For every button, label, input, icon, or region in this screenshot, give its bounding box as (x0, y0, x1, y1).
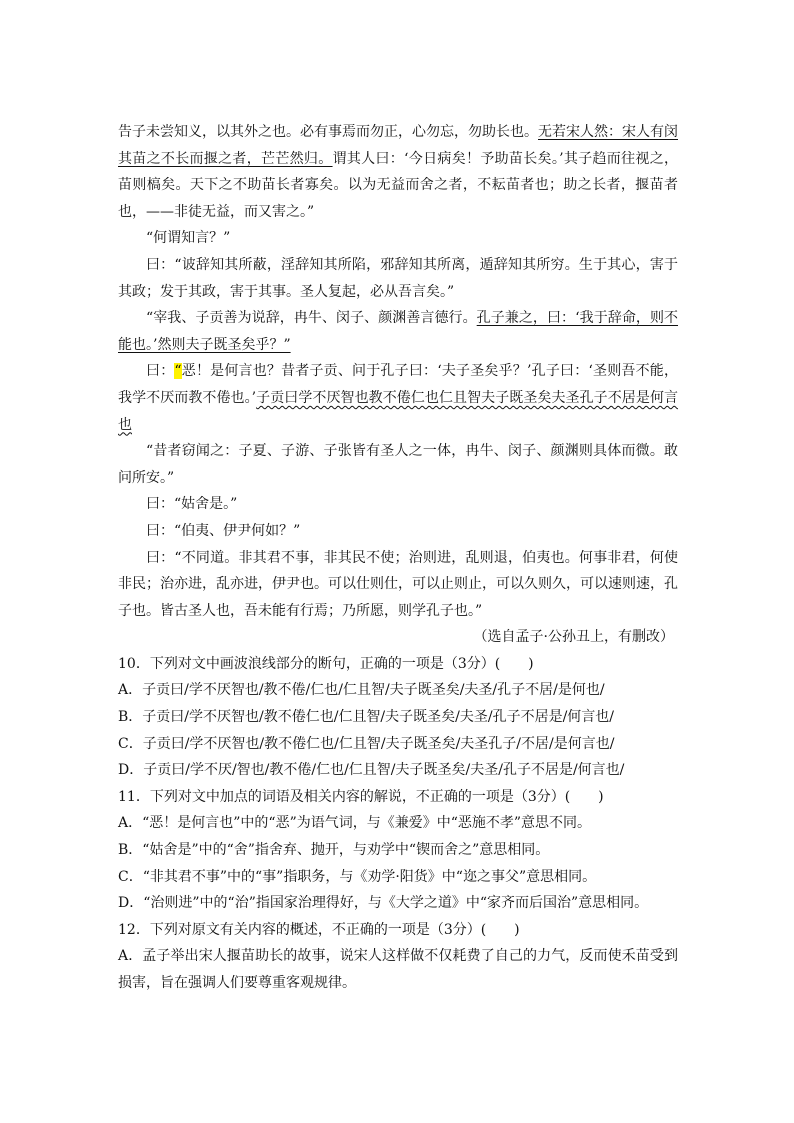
passage-paragraph-4: “宰我、子贡善为说辞，冉牛、闵子、颜渊善言德行。孔子兼之，曰：‘我于辞命，则不能也。’然则夫子既圣矣乎？” (118, 310, 679, 353)
wavy-underlined-passage: 子贡曰学不厌智也教不倦仁也仁且智夫子既圣矣夫圣孔子不居是何言也 (118, 389, 679, 433)
passage-paragraph-2: “何谓知言？” (146, 230, 231, 247)
question-11-option-a: A．“恶！是何言也”中的“恶”为语气词，与《兼爱》中“恶施不孝”意思不同。 (118, 815, 592, 832)
document-page (118, 119, 678, 997)
question-10-stem: 10．下列对文中画波浪线部分的断句，正确的一项是（3分）( ) (118, 655, 534, 672)
question-10-option-d: D．子贡曰/学不厌/智也/教不倦/仁也/仁且智/夫子既圣矣/夫圣/孔子不居是/何言也/ (118, 762, 625, 779)
question-12-stem: 12．下列对原文有关内容的概述，不正确的一项是（3分）( ) (118, 921, 520, 938)
highlighted-quote-mark: “ (174, 363, 182, 380)
passage-source: （选自孟子·公孙丑上，有删改） (473, 629, 674, 646)
question-11-option-c: C．“非其君不事”中的“事”指职务，与《劝学·阳货》中“迩之事父”意思相同。 (118, 868, 597, 885)
passage-paragraph-6: “昔者窃闻之：子夏、子游、子张皆有圣人之一体，冉牛、闵子、颜渊则具体而微。敢问所安。” (118, 443, 678, 486)
underlined-sentence: 孔子兼之，曰：‘我于辞命，则不能也。’然则夫子既圣矣乎？” (118, 310, 679, 353)
question-12-option-a: A．孟子举出宋人揠苗助长的故事，说宋人这样做不仅耗费了自己的力气，反而使禾苗受到损害，旨在强调人们要尊重客观规律。 (118, 948, 678, 991)
passage-paragraph-9: 曰：“不同道。非其君不事，非其民不使；治则进，乱则退，伯夷也。何事非君，何使非民；治亦进，乱亦进，伊尹也。可以仕则仕，可以止则止，可以久则久，可以速则速，孔子也。皆古圣人也，吾未能有行焉；乃所愿，则学孔子也。” (118, 549, 678, 619)
passage-paragraph-8: 曰：“伯夷、伊尹何如？” (146, 522, 301, 539)
passage-paragraph-7: 曰：“姑舍是。” (146, 496, 238, 513)
passage-paragraph-5: 曰：“恶！是何言也？昔者子贡、问于孔子曰：‘夫子圣矣乎？’孔子曰：‘圣则吾不能，我学不厌而教不倦也。’子贡曰学不厌智也教不倦仁也仁且智夫子既圣矣夫圣孔子不居是何言也 (118, 363, 679, 433)
passage-paragraph-1: 告子未尝知义，以其外之也。必有事焉而勿正，心勿忘，勿助长也。无若宋人然：宋人有闵其苗之不长而揠之者，芒芒然归。谓其人曰：‘今日病矣！予助苗长矣。’其子趋而往视之，苗则槁矣。天下之不助苗长者寡矣。以为无益而舍之者，不耘苗者也；助之长者，揠苗者也，——非徒无益，而又害之。” (118, 124, 679, 220)
question-10-option-b: B．子贡曰/学不厌智也/教不倦仁也/仁且智/夫子既圣矣/夫圣/孔子不居是/何言也/ (118, 709, 615, 726)
question-11-stem: 11．下列对文中加点的词语及相关内容的解说，不正确的一项是（3分）( ) (118, 788, 604, 805)
question-10-option-c: C．子贡曰/学不厌智也/教不倦仁也/仁且智/夫子既圣矣/夫圣孔子/不居/是何言也/ (118, 735, 615, 752)
passage-paragraph-3: 曰：“诐辞知其所蔽，淫辞知其所陷，邪辞知其所离，遁辞知其所穷。生于其心，害于其政；发于其政，害于其事。圣人复起，必从吾言矣。” (118, 256, 678, 300)
question-10-option-a: A．子贡曰/学不厌智也/教不倦/仁也/仁且智/夫子既圣矣/夫圣/孔子不居/是何也/ (118, 682, 605, 699)
question-11-option-d: D．“治则进”中的“治”指国家治理得好，与《大学之道》中“家齐而后国治”意思相同。 (118, 895, 649, 912)
question-11-option-b: B．“姑舍是”中的“舍”指舍弃、抛开，与劝学中“锲而舍之”意思相同。 (118, 842, 550, 859)
underlined-sentence: 无若宋人然：宋人有闵其苗之不长而揠之者，芒芒然归。 (118, 124, 678, 167)
